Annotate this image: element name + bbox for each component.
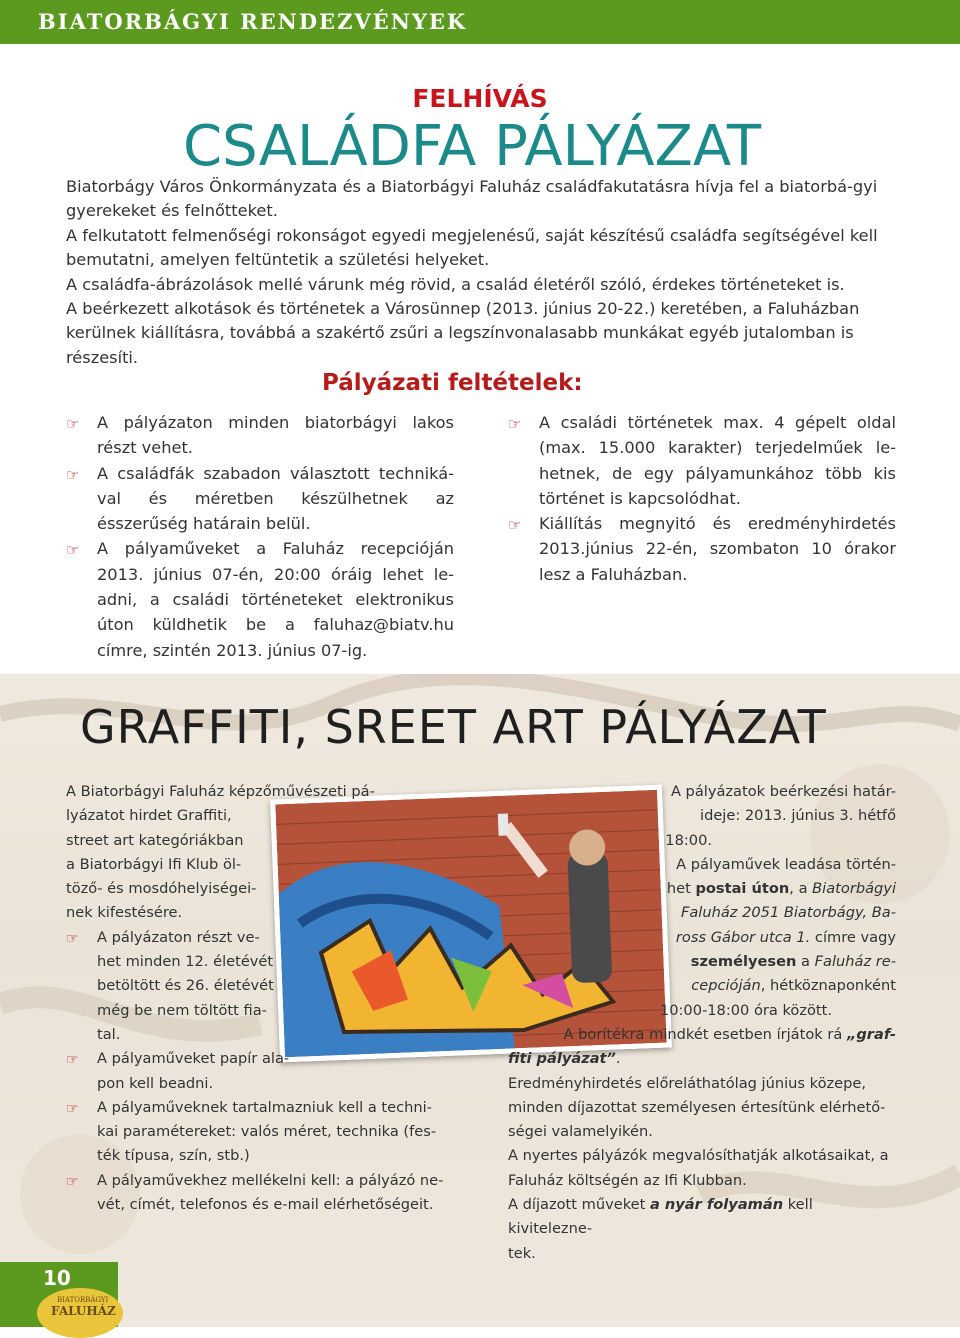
pointing-hand-icon: ☞ — [508, 415, 522, 433]
text-line — [508, 853, 896, 877]
kicker-text: FELHÍVÁS — [412, 84, 548, 113]
text-run: Biatorbágyi — [812, 880, 896, 898]
text-line — [508, 926, 896, 950]
text-run: A pályaművek leadása történ- — [676, 855, 896, 873]
intro-text — [66, 175, 896, 370]
text-line: pon kell beadni. — [97, 1074, 214, 1092]
pointing-hand-icon: ☞ — [66, 415, 80, 433]
conditions-right-column — [508, 410, 896, 587]
text-line: A Biatorbágyi Faluház képzőművészeti pá- — [66, 783, 375, 800]
list-item — [508, 511, 896, 587]
text-line: tek. — [508, 1244, 536, 1262]
list-item — [66, 1096, 454, 1169]
list-item — [66, 926, 454, 1047]
text-line: nek kifestésére. — [66, 904, 183, 922]
text-line: ték típusa, szín, stb.) — [97, 1147, 250, 1165]
text-line: kai paramétereket: valós méret, technika (fes- — [97, 1123, 437, 1141]
list-item — [66, 1169, 454, 1218]
intro-paragraph: A családfa-ábrázolások mellé várunk még rövid, a család életéről szóló, érdekes történeteket is. — [66, 274, 845, 294]
logo-line1: BIATORBÁGYI — [57, 1296, 109, 1304]
intro-paragraph: Biatorbágy Város Önkormányzata és a Biatorbágyi Faluház családfakutatásra hívja fel a biatorbá-gyi gyerekeket és felnőtteket. — [66, 177, 878, 221]
text-run: , hétköznaponként — [760, 977, 896, 995]
text-line: 10:00-18:00 óra között. — [659, 1001, 832, 1019]
pointing-hand-icon: ☞ — [66, 465, 80, 484]
conditions-left-column — [66, 410, 454, 663]
text-line: A nyertes pályázók megvalósíthatják alkotásaikat, a — [508, 1147, 889, 1165]
page-title: CSALÁDFA PÁLYÁZAT — [183, 114, 762, 179]
text-line: vét, címét, telefonos és e-mail elérhetőségeit. — [97, 1196, 434, 1214]
text-run: postai úton — [695, 880, 790, 898]
header-band — [0, 0, 960, 44]
list-item-text: Kiállítás megnyitó és eredményhirdetés 2013.június 22-én, szombaton 10 órakor lesz a Faluházban. — [539, 514, 896, 584]
text-run: Faluház 2051 Biatorbágy, Ba- — [680, 904, 896, 922]
graffiti-right-column — [508, 780, 896, 1266]
graffiti-left-column — [66, 780, 454, 1217]
intro-paragraph: A felkutatott felmenőségi rokonságot egyedi megjelenésű, saját készítésű családfa segítségével kell bemutatni, amelyen feltüntetik a születési helyeket. — [66, 225, 878, 270]
pointing-hand-icon: ☞ — [66, 1173, 79, 1190]
text-run: címre vagy — [810, 928, 896, 946]
text-line: még be nem töltött fia- — [97, 1001, 267, 1019]
text-line: Eredményhirdetés előreláthatólag június közepe, — [508, 1074, 867, 1092]
conditions-heading: Pályázati feltételek: — [322, 370, 583, 396]
list-item — [66, 461, 454, 537]
text-run: „graf- — [846, 1025, 896, 1043]
list-item-text: A családi történetek max. 4 gépelt oldal (max. 15.000 karakter) terjedelműek le-hetnek, de egy pályamunkához több kis történet is kapcsolódhat. — [539, 413, 896, 508]
pointing-hand-icon: ☞ — [66, 930, 79, 947]
text-line: ideje: 2013. június 3. hétfő — [700, 807, 896, 825]
list-item-text: A pályaműveket a Faluház recepcióján 2013. június 07-én, 20:00 óráig lehet le-adni, a családi történeteket elektronikus úton küldhetik be a faluhaz@biatv.hu címre, szintén 2013. június 07-ig. — [97, 539, 454, 660]
text-run: a — [796, 953, 815, 971]
text-line — [508, 974, 896, 998]
text-line — [508, 1193, 896, 1242]
text-run: személyesen — [690, 953, 797, 971]
text-line: lyázatot hirdet Graffiti, — [66, 807, 232, 825]
text-run: a nyár folyamán — [649, 1196, 784, 1214]
text-run: kell kivitelezne- — [508, 1196, 813, 1238]
text-line: A pályaművekhez mellékelni kell: a pályázó ne- — [97, 1171, 444, 1189]
text-line: töző- és mosdóhelyiségei- — [66, 880, 257, 898]
text-line — [508, 901, 896, 925]
text-line: A pályaműveket papír ala- — [97, 1050, 290, 1068]
text-run: Faluház re- — [814, 953, 896, 971]
text-line: A pályázaton részt ve- — [97, 928, 260, 946]
page-number: 10 — [43, 1266, 71, 1290]
pointing-hand-icon: ☞ — [66, 1052, 79, 1069]
list-item — [66, 410, 454, 461]
text-line: betöltött és 26. életévét — [97, 977, 274, 995]
text-run: A díjazott műveket — [508, 1196, 650, 1214]
text-line: het minden 12. életévét — [97, 953, 274, 971]
text-line: A pályázatok beérkezési határ- — [670, 783, 896, 800]
pointing-hand-icon: ☞ — [508, 516, 522, 535]
pointing-hand-icon: ☞ — [66, 541, 80, 560]
text-run: A borítékra mindkét esetben írjátok rá — [563, 1025, 847, 1043]
text-run: , a — [789, 880, 813, 898]
text-line: 18:00. — [665, 831, 712, 849]
text-run: het — [666, 880, 696, 898]
pointing-hand-icon: ☞ — [66, 1100, 79, 1117]
text-line — [508, 1023, 896, 1047]
text-line: minden díjazottat személyesen értesítünk elérhető- — [508, 1098, 886, 1116]
text-line: Faluház költségén az Ifi Klubban. — [508, 1171, 747, 1189]
text-run: cepcióján — [691, 977, 761, 995]
text-line: A pályaműveknek tartalmazniuk kell a techni- — [97, 1098, 432, 1116]
text-line — [508, 877, 896, 901]
text-line: ségei valamelyikén. — [508, 1123, 653, 1141]
graffiti-title: GRAFFITI, SREET ART PÁLYÁZAT — [80, 700, 827, 754]
intro-paragraph: A beérkezett alkotások és történetek a Városünnep (2013. június 20-22.) keretében, a Faluházban kerülnek kiállításra, továbbá a szakértő zsűri a legszínvonalasabb munkákat egyéb jutalomban is részesíti. — [66, 299, 860, 367]
text-line — [508, 950, 896, 974]
list-item-text: A pályázaton minden biatorbágyi lakos részt vehet. — [97, 413, 454, 458]
text-run: ross Gábor utca 1. — [675, 928, 811, 946]
text-line: street art kategóriákban — [66, 831, 244, 849]
section-title: BIATORBÁGYI RENDEZVÉNYEK — [38, 9, 468, 34]
text-line — [508, 1047, 896, 1071]
list-item — [66, 1047, 454, 1096]
text-line: a Biatorbágyi Ifi Klub öl- — [66, 855, 242, 873]
faluhaz-logo — [37, 1288, 123, 1338]
list-item-text: A családfák szabadon választott techniká-val és méretben készülhetnek az ésszerűség határain belül. — [97, 463, 454, 534]
list-item — [508, 410, 896, 511]
text-run: . — [615, 1050, 621, 1068]
list-item — [66, 536, 454, 662]
logo-line2: FALUHÁZ — [51, 1304, 116, 1318]
text-run: fiti pályázat” — [508, 1050, 616, 1068]
text-line: tal. — [97, 1025, 121, 1043]
kicker — [0, 84, 960, 113]
